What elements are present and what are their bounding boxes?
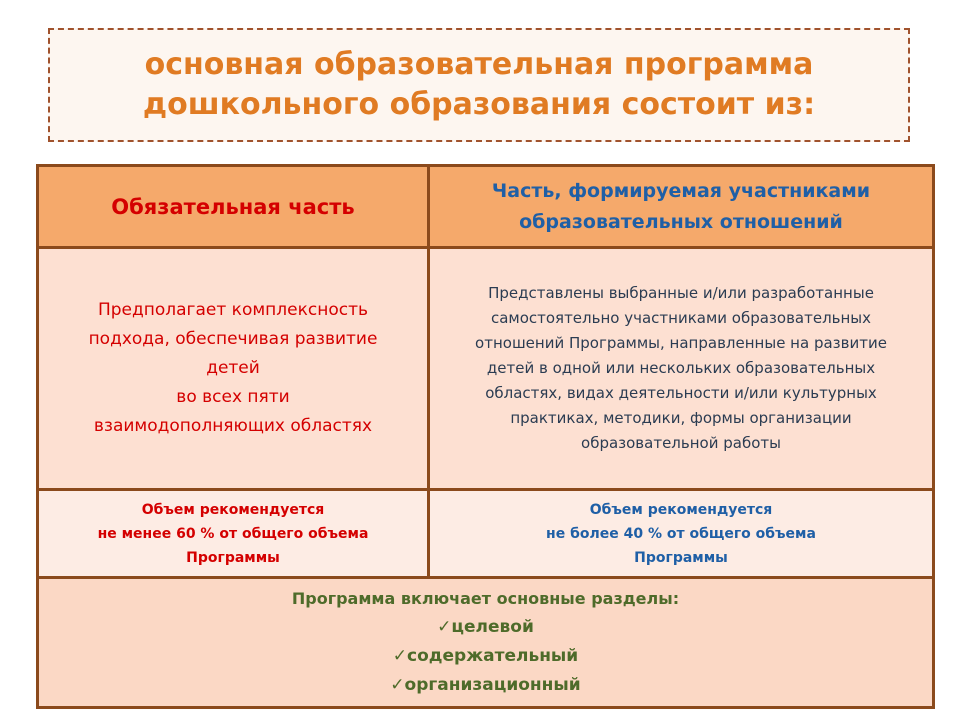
title-box xyxy=(48,28,910,142)
section-item-organizational xyxy=(49,671,922,700)
header-mandatory-label: Обязательная часть xyxy=(111,194,355,219)
volume-line: Программы xyxy=(186,549,280,566)
volume-line: не более 40 % от общего объема xyxy=(546,525,816,542)
sections-heading: Программа включает основные разделы: xyxy=(291,589,680,608)
desc-line: самостоятельно участниками образовательных xyxy=(490,309,872,327)
section-label: целевой xyxy=(451,617,534,637)
desc-line: образовательной работы xyxy=(581,434,781,452)
volume-line: Программы xyxy=(634,549,728,566)
header-participants-part xyxy=(429,166,934,248)
checkmark-icon: ✓ xyxy=(392,646,408,666)
section-item-content xyxy=(49,642,922,671)
program-structure-table xyxy=(36,164,935,709)
title-line-2: дошкольного образования состоит из: xyxy=(142,87,816,122)
mandatory-description xyxy=(38,248,429,490)
desc-line: во всех пяти xyxy=(176,387,290,407)
mandatory-volume xyxy=(38,490,429,578)
volume-line: не менее 60 % от общего объема xyxy=(97,525,369,542)
header-participants-line-2: образовательных отношений xyxy=(519,210,843,233)
section-label: организационный xyxy=(404,675,581,695)
header-mandatory-part xyxy=(38,166,429,248)
desc-line: областях, видах деятельности и/или культурных xyxy=(485,384,877,402)
desc-line: взаимодополняющих областях xyxy=(93,416,373,436)
desc-line: подхода, обеспечивая развитие xyxy=(88,329,378,349)
title-line-1: основная образовательная программа xyxy=(144,47,814,82)
volume-line: Объем рекомендуется xyxy=(589,501,773,518)
participants-volume xyxy=(429,490,934,578)
checkmark-icon: ✓ xyxy=(437,617,452,637)
section-label: содержательный xyxy=(407,646,579,666)
section-item-target xyxy=(49,613,922,642)
checkmark-icon: ✓ xyxy=(390,675,405,695)
desc-line: детей в одной или нескольких образовательных xyxy=(486,359,876,377)
desc-line: Предполагает комплексность xyxy=(97,300,369,320)
desc-line: отношений Программы, направленные на развитие xyxy=(475,334,887,352)
participants-description xyxy=(429,248,934,490)
program-sections xyxy=(38,578,934,708)
desc-line: детей xyxy=(206,358,260,378)
desc-line: практиках, методики, формы организации xyxy=(510,409,852,427)
desc-line: Представлены выбранные и/или разработанные xyxy=(488,284,874,302)
volume-line: Объем рекомендуется xyxy=(141,501,325,518)
header-participants-line-1: Часть, формируемая участниками xyxy=(491,179,871,202)
